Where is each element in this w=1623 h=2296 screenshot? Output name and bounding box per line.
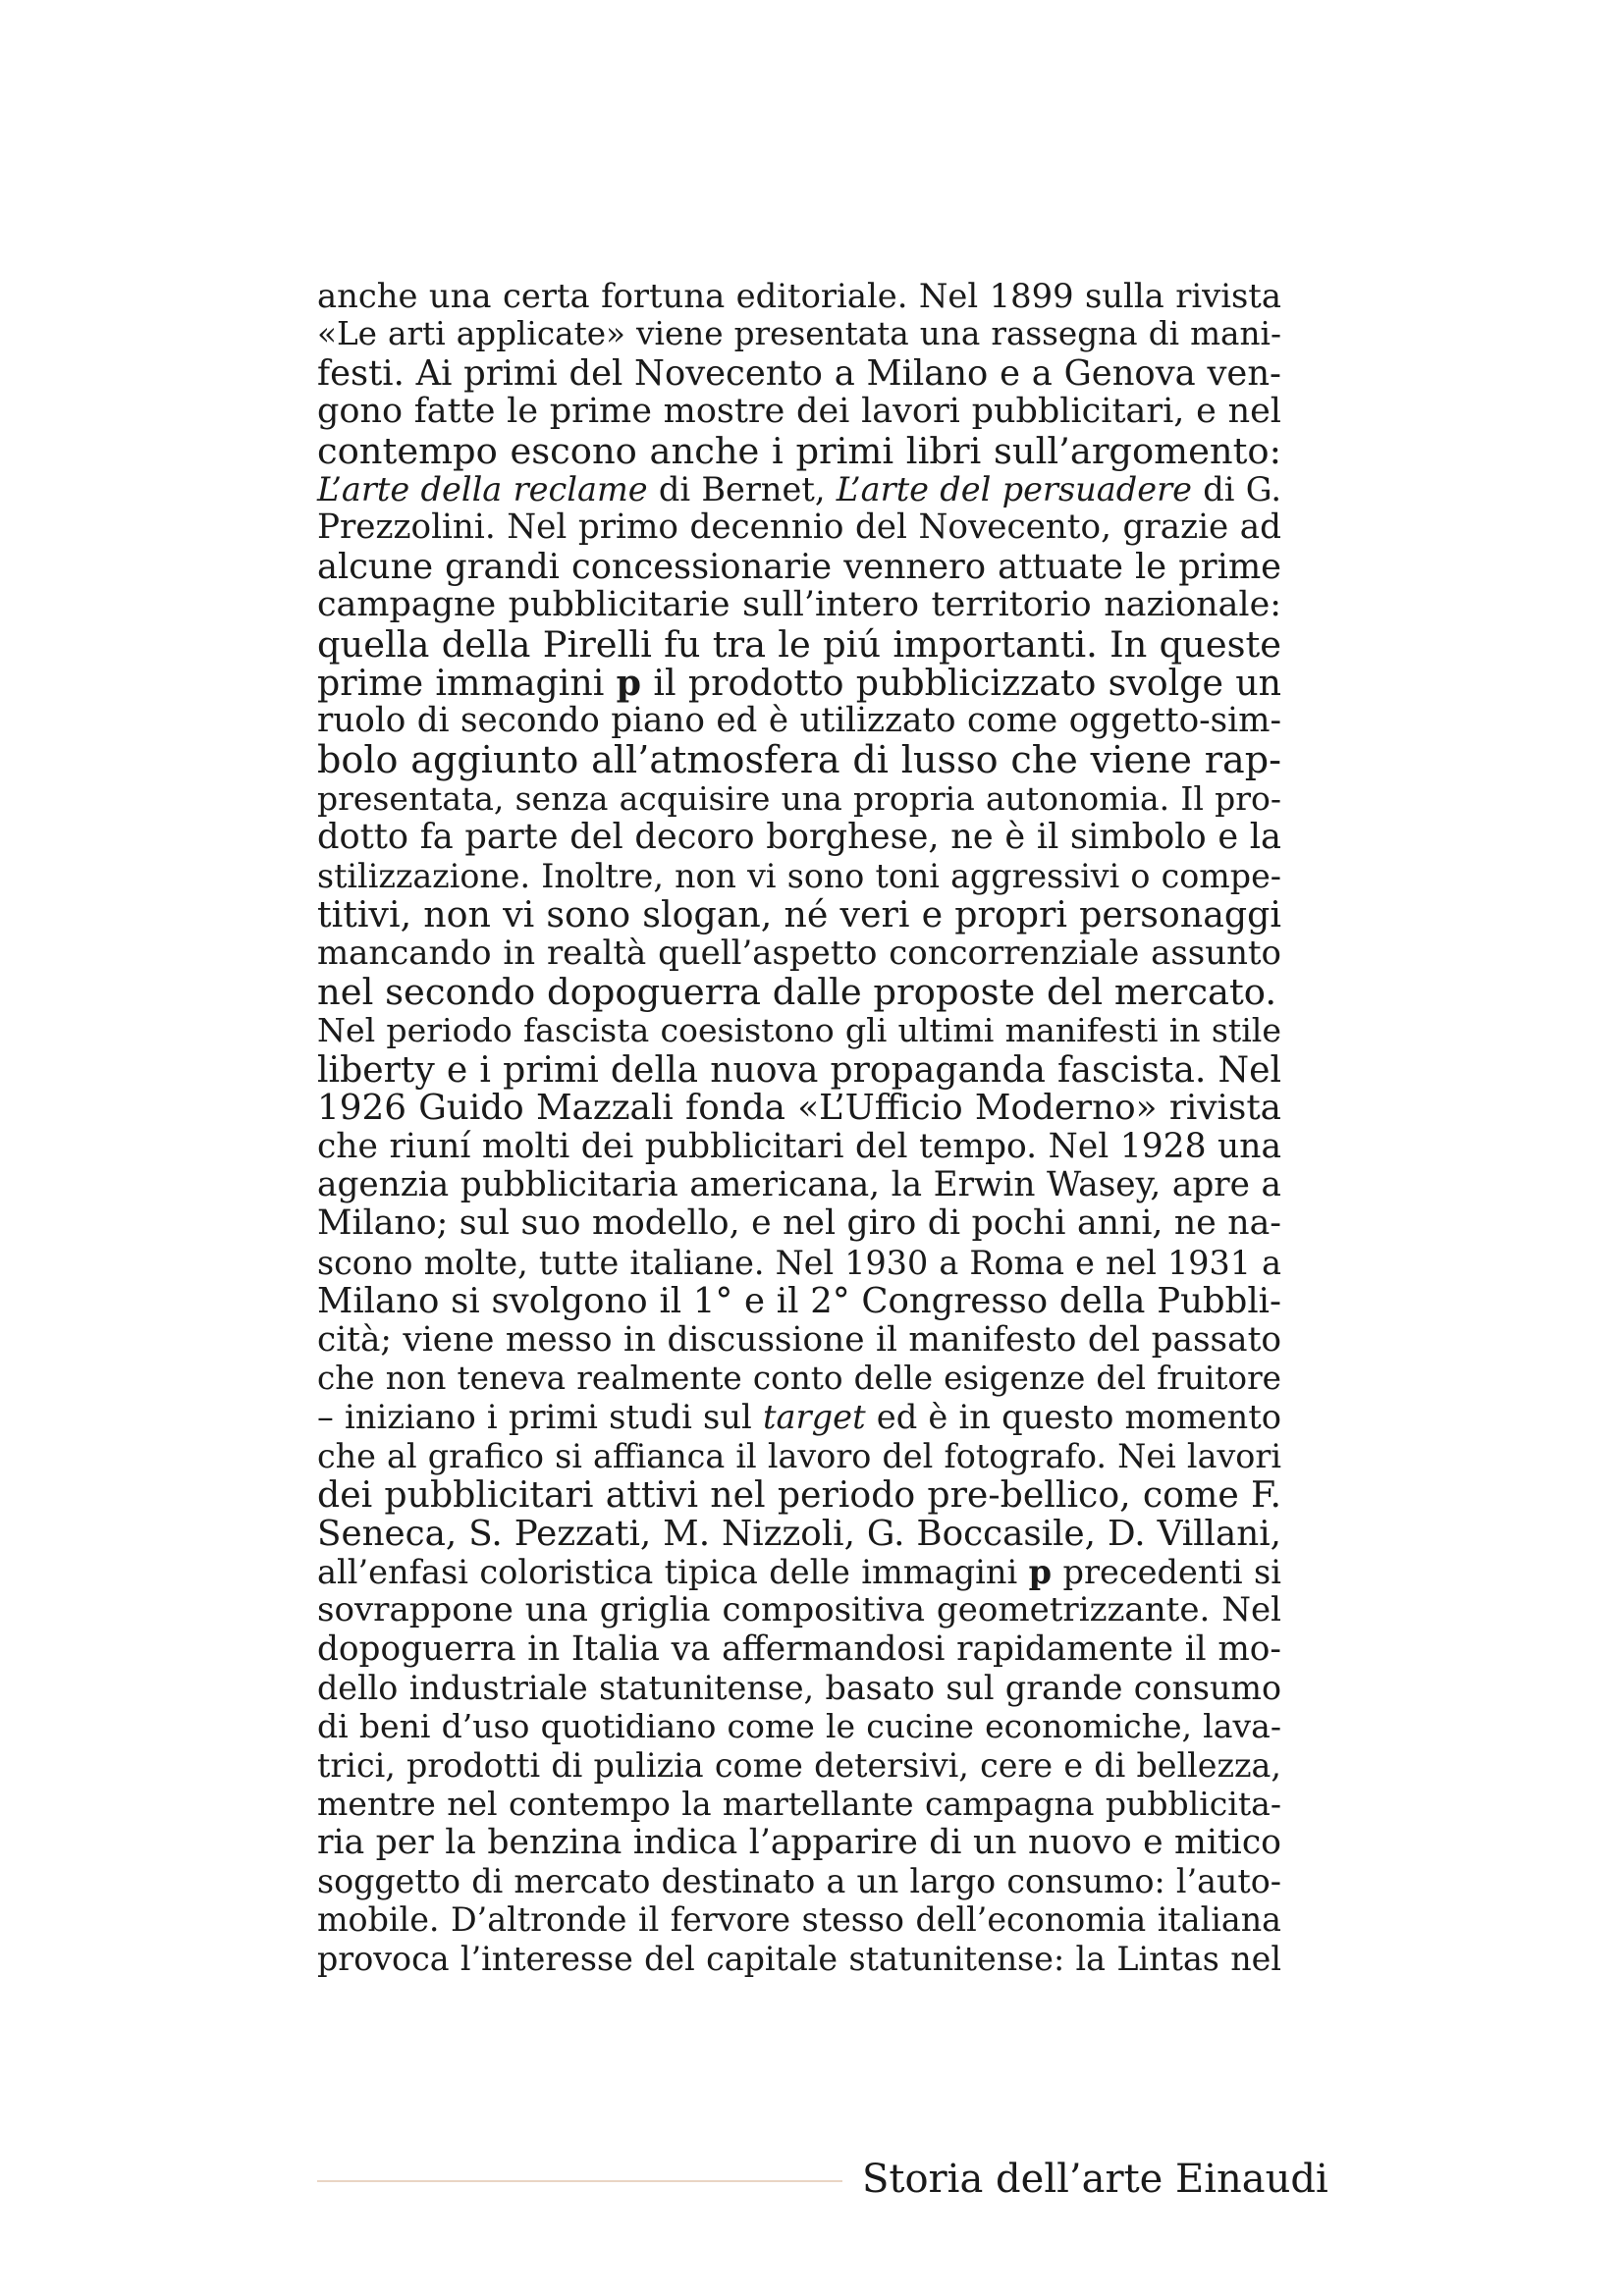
footer-title: Storia dell’arte Einaudi [862, 2157, 1328, 2202]
text-segment: prime immagini [317, 661, 617, 704]
text-segment: precedenti si [1052, 1552, 1281, 1591]
text-line [317, 1900, 1281, 1939]
text-line [317, 393, 1281, 431]
text-line [317, 277, 1281, 315]
text-segment: sovrappone una griglia compositiva geometrizzante. Nel [317, 1590, 1281, 1630]
text-segment: dello industriale statunitense, basato sul grande consumo [317, 1669, 1281, 1708]
text-segment: stilizzazione. Inoltre, non vi sono toni aggressivi o compe- [317, 856, 1281, 895]
text-segment: nel secondo dopoguerra dalle proposte del mercato. [317, 971, 1277, 1014]
text-segment: all’enfasi coloristica tipica delle immagini [317, 1552, 1029, 1591]
text-segment: soggetto di mercato destinato a un largo consumo: l’auto- [317, 1862, 1281, 1901]
text-segment: di Bernet, [647, 469, 837, 508]
text-line [317, 1360, 1281, 1398]
text-segment: titivi, non vi sono slogan, né veri e propri personaggi [317, 893, 1281, 936]
text-line [317, 1824, 1281, 1862]
text-line [317, 1940, 1281, 1978]
text-line [317, 702, 1281, 740]
text-segment: alcune grandi concessionarie vennero attuate le prime [317, 546, 1281, 587]
text-line [317, 315, 1281, 353]
text-line [317, 818, 1281, 856]
text-segment: gono fatte le prime mostre dei lavori pubblicitari, e nel [317, 392, 1281, 432]
text-segment: ruolo di secondo piano ed è utilizzato come oggetto-sim- [317, 701, 1281, 741]
text-segment: Milano si svolgono il 1° e il 2° Congresso della Pubbli- [317, 1281, 1281, 1322]
text-segment: anche una certa fortuna editoriale. Nel 1899 sulla rivista [317, 277, 1281, 315]
text-segment: – iniziano i primi studi sul [317, 1398, 763, 1437]
text-segment: cità; viene messo in discussione il manifesto del passato [317, 1319, 1281, 1360]
text-segment: 1926 Guido Mazzali fonda «L’Ufficio Moderno» rivista [317, 1088, 1281, 1129]
text-segment: mobile. D’altronde il fervore stesso dell’economia italiana [317, 1900, 1281, 1940]
text-segment: che riuní molti dei pubblicitari del tempo. Nel 1928 una [317, 1126, 1281, 1166]
text-segment: contempo escono anche i primi libri sull’argomento: [317, 429, 1281, 472]
text-line [317, 1707, 1281, 1745]
text-segment: scono molte, tutte italiane. Nel 1930 a Roma e nel 1931 a [317, 1243, 1281, 1282]
text-segment: agenzia pubblicitaria americana, la Erwin Wasey, apre a [317, 1164, 1281, 1204]
text-line [317, 354, 1281, 393]
text-segment: Prezzolini. Nel primo decennio del Novecento, grazie ad [317, 507, 1281, 548]
text-segment: provoca l’interesse del capitale statunitense: la Lintas nel [317, 1939, 1281, 1978]
italic-title: L’arte del persuadere [836, 469, 1193, 508]
text-line [317, 971, 1281, 1014]
text-segment: che al grafico si affianca il lavoro del fotografo. Nei lavori [317, 1436, 1281, 1475]
text-line [317, 1591, 1281, 1629]
text-line [317, 1089, 1281, 1127]
text-line [317, 1166, 1281, 1204]
text-line [317, 1204, 1281, 1243]
text-line [317, 1553, 1281, 1591]
text-segment: Nel periodo fascista coesistono gli ultimi manifesti in stile [317, 1011, 1281, 1050]
text-line [317, 737, 1281, 781]
text-line [317, 429, 1281, 472]
body-text [317, 277, 1281, 1978]
text-segment: liberty e i primi della nuova propaganda fascista. Nel [317, 1047, 1281, 1091]
text-line [317, 1746, 1281, 1785]
text-line [317, 1011, 1281, 1049]
text-line [317, 1785, 1281, 1823]
text-segment: bolo aggiunto all’atmosfera di lusso che viene rap- [317, 737, 1281, 781]
text-segment: di G. [1192, 469, 1281, 508]
text-segment: ria per la benzina indica l’apparire di un nuovo e mitico [317, 1822, 1281, 1862]
picture-marker: p [1028, 1551, 1053, 1591]
text-line [317, 661, 1281, 704]
text-segment: Milano; sul suo modello, e nel giro di pochi anni, ne na- [317, 1203, 1281, 1244]
text-segment: «Le arti applicate» viene presentata una rassegna di mani- [317, 315, 1281, 353]
text-line [317, 1862, 1281, 1900]
text-line [317, 779, 1281, 818]
text-segment: mentre nel contempo la martellante campagna pubblicita- [317, 1785, 1281, 1824]
text-line [317, 1244, 1281, 1282]
text-line [317, 1128, 1281, 1166]
text-line [317, 1515, 1281, 1553]
text-line [317, 470, 1281, 508]
text-line [317, 1398, 1281, 1436]
text-segment: Seneca, S. Pezzati, M. Nizzoli, G. Boccasile, D. Villani, [317, 1513, 1281, 1554]
text-segment: che non teneva realmente conto delle esigenze del fruitore [317, 1359, 1281, 1397]
text-line [317, 857, 1281, 895]
text-segment: dotto fa parte del decoro borghese, ne è il simbolo e la [317, 817, 1281, 858]
text-line [317, 934, 1281, 973]
italic-title: target [762, 1398, 866, 1437]
text-line [317, 895, 1281, 934]
text-line [317, 1669, 1281, 1707]
text-segment: campagne pubblicitarie sull’intero territorio nazionale: [317, 585, 1281, 625]
text-segment: presentata, senza acquisire una propria autonomia. Il pro- [317, 779, 1281, 819]
text-line [317, 622, 1281, 666]
text-segment: dei pubblicitari attivi nel periodo pre-bellico, come F. [317, 1473, 1281, 1517]
text-line [317, 1047, 1281, 1091]
text-line [317, 508, 1281, 547]
text-segment: dopoguerra in Italia va affermandosi rapidamente il mo- [317, 1629, 1281, 1669]
text-segment: quella della Pirelli fu tra le piú importanti. In queste [317, 622, 1281, 666]
footer-rule [317, 2180, 842, 2182]
text-line [317, 586, 1281, 624]
text-segment: ed è in questo momento [865, 1398, 1281, 1437]
text-segment: mancando in realtà quell’aspetto concorrenziale assunto [317, 933, 1281, 973]
text-segment: il prodotto pubblicizzato svolge un [641, 661, 1281, 704]
text-line [317, 1630, 1281, 1669]
text-segment: trici, prodotti di pulizia come detersivi, cere e di bellezza, [317, 1745, 1281, 1785]
text-line [317, 548, 1281, 586]
text-segment: di beni d’uso quotidiano come le cucine economiche, lava- [317, 1707, 1281, 1746]
italic-title: L’arte della reclame [317, 469, 648, 508]
text-segment: festi. Ai primi del Novecento a Milano e a Genova ven- [317, 352, 1281, 394]
text-line [317, 1321, 1281, 1360]
text-line [317, 1473, 1281, 1517]
text-line [317, 1282, 1281, 1320]
picture-marker: p [616, 661, 642, 704]
text-line [317, 1437, 1281, 1475]
